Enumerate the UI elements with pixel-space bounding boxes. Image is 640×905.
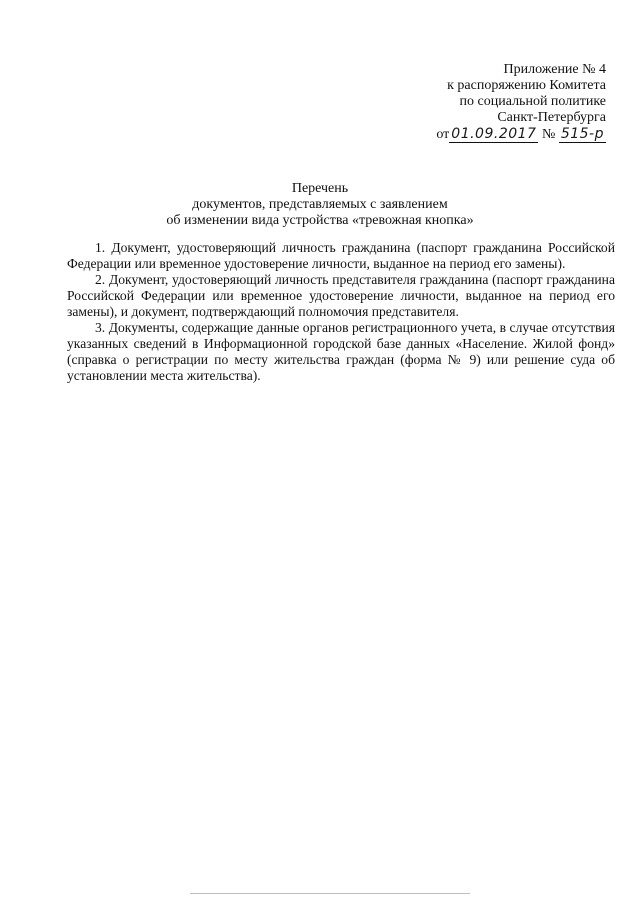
attachment-date-line [346,126,606,143]
attachment-order: к распоряжению Комитета [447,78,606,93]
attachment-header [346,62,606,143]
attachment-committee: по социальной политике [459,94,606,109]
title-line-2: документов, представляемых с заявлением [192,197,448,212]
list-item: 3. Документы, содержащие данные органов регистрационного учета, в случае отсутствия указанных сведений в Информационной городской базе данных «Население. Жилой фонд» (справка о регистрации по месту жительства граждан (форма № 9) или решение суда об установлении места жительства). [67,320,615,383]
title-line-3: об изменении вида устройства «тревожная кнопка» [166,213,474,228]
title-heading: Перечень [291,181,349,196]
number-prefix: № [541,127,556,142]
date-prefix: от [436,127,450,142]
scan-edge-line [190,893,470,894]
list-item: 1. Документ, удостоверяющий личность гражданина (паспорт гражданина Российской Федерации или временное удостоверение личности, выданное на период его замены). [67,240,615,271]
handwritten-number: 515-р [560,126,604,142]
attachment-city: Санкт-Петербурга [497,110,606,125]
list-item: 2. Документ, удостоверяющий личность представителя гражданина (паспорт гражданина Российской Федерации или временное удостоверение личности, выданное на период его замены), и документ, подтверждающий полномочия представителя. [67,272,615,319]
document-body [67,240,615,384]
handwritten-date: 01.09.2017 [451,126,537,142]
document-title [0,181,640,229]
attachment-number: Приложение № 4 [503,62,606,77]
